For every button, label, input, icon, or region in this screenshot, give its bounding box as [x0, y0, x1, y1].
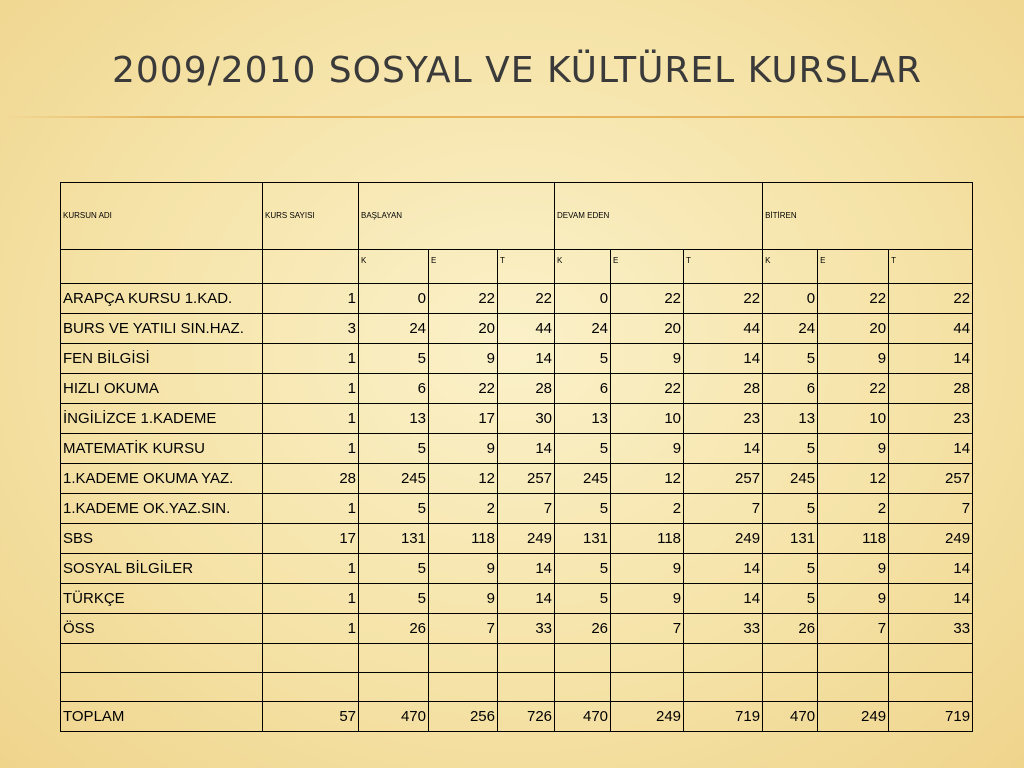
value-cell: 28	[684, 374, 763, 404]
value-cell: 1	[263, 374, 359, 404]
value-cell: 2	[611, 494, 684, 524]
value-cell: 14	[498, 584, 555, 614]
value-cell: 3	[263, 314, 359, 344]
header-course-name: KURSUN ADI	[61, 183, 263, 250]
value-cell: 5	[555, 584, 611, 614]
header-row	[61, 183, 973, 250]
value-cell	[429, 673, 498, 702]
course-name-cell	[61, 673, 263, 702]
subheader-cell: E	[611, 250, 684, 284]
value-cell: 726	[498, 702, 555, 732]
table-row	[61, 614, 973, 644]
value-cell: 26	[359, 614, 429, 644]
course-name-cell: İNGİLİZCE 1.KADEME	[61, 404, 263, 434]
value-cell: 22	[429, 374, 498, 404]
value-cell: 28	[263, 464, 359, 494]
course-name-cell: ARAPÇA KURSU 1.KAD.	[61, 284, 263, 314]
value-cell	[359, 644, 429, 673]
value-cell: 249	[684, 524, 763, 554]
course-name-cell: 1.KADEME OKUMA YAZ.	[61, 464, 263, 494]
value-cell: 7	[889, 494, 973, 524]
value-cell: 20	[429, 314, 498, 344]
subheader-cell: K	[763, 250, 818, 284]
value-cell: 9	[818, 434, 889, 464]
value-cell: 26	[763, 614, 818, 644]
value-cell: 24	[359, 314, 429, 344]
value-cell: 118	[429, 524, 498, 554]
value-cell: 5	[555, 494, 611, 524]
course-name-cell	[61, 644, 263, 673]
value-cell: 6	[359, 374, 429, 404]
value-cell: 1	[263, 554, 359, 584]
value-cell: 1	[263, 404, 359, 434]
value-cell: 5	[555, 434, 611, 464]
value-cell: 1	[263, 344, 359, 374]
value-cell: 249	[498, 524, 555, 554]
page-title: 2009/2010 SOSYAL VE KÜLTÜREL KURSLAR	[112, 50, 923, 91]
value-cell: 20	[818, 314, 889, 344]
table-row	[61, 524, 973, 554]
value-cell: 5	[763, 344, 818, 374]
empty-row	[61, 673, 973, 702]
value-cell: 7	[818, 614, 889, 644]
value-cell	[763, 673, 818, 702]
value-cell	[684, 673, 763, 702]
value-cell: 14	[684, 434, 763, 464]
value-cell: 2	[818, 494, 889, 524]
value-cell: 1	[263, 284, 359, 314]
table-row	[61, 584, 973, 614]
table-row	[61, 344, 973, 374]
value-cell: 17	[263, 524, 359, 554]
value-cell: 14	[889, 554, 973, 584]
value-cell: 5	[763, 584, 818, 614]
value-cell	[498, 673, 555, 702]
value-cell: 9	[818, 554, 889, 584]
value-cell: 0	[555, 284, 611, 314]
value-cell: 249	[889, 524, 973, 554]
value-cell: 24	[555, 314, 611, 344]
value-cell: 9	[611, 344, 684, 374]
value-cell: 719	[889, 702, 973, 732]
courses-table	[60, 182, 973, 732]
value-cell	[611, 673, 684, 702]
value-cell	[555, 644, 611, 673]
course-name-cell: 1.KADEME OK.YAZ.SIN.	[61, 494, 263, 524]
value-cell: 7	[429, 614, 498, 644]
value-cell: 118	[818, 524, 889, 554]
course-name-cell: SOSYAL BİLGİLER	[61, 554, 263, 584]
value-cell: 131	[763, 524, 818, 554]
subheader-cell: K	[359, 250, 429, 284]
value-cell: 20	[611, 314, 684, 344]
value-cell: 33	[684, 614, 763, 644]
value-cell	[818, 644, 889, 673]
value-cell	[498, 644, 555, 673]
value-cell: 9	[818, 344, 889, 374]
value-cell: 6	[555, 374, 611, 404]
value-cell	[263, 673, 359, 702]
value-cell: 5	[359, 584, 429, 614]
value-cell: 13	[763, 404, 818, 434]
value-cell: 28	[889, 374, 973, 404]
value-cell: 7	[684, 494, 763, 524]
value-cell: 1	[263, 494, 359, 524]
value-cell: 44	[498, 314, 555, 344]
value-cell	[611, 644, 684, 673]
value-cell: 9	[818, 584, 889, 614]
value-cell: 9	[429, 434, 498, 464]
value-cell: 257	[684, 464, 763, 494]
subheader-cell: T	[684, 250, 763, 284]
header-course-count: KURS SAYISI	[263, 183, 359, 250]
empty-row	[61, 644, 973, 673]
value-cell: 2	[429, 494, 498, 524]
value-cell	[889, 644, 973, 673]
header-ongoing: DEVAM EDEN	[555, 183, 763, 250]
value-cell: 249	[611, 702, 684, 732]
value-cell: 9	[429, 554, 498, 584]
value-cell: 23	[889, 404, 973, 434]
value-cell: 5	[763, 494, 818, 524]
value-cell: 257	[498, 464, 555, 494]
value-cell: 5	[359, 554, 429, 584]
value-cell: 0	[763, 284, 818, 314]
value-cell: 470	[555, 702, 611, 732]
course-name-cell: TÜRKÇE	[61, 584, 263, 614]
value-cell: 9	[611, 434, 684, 464]
value-cell: 5	[763, 434, 818, 464]
value-cell: 57	[263, 702, 359, 732]
value-cell: 1	[263, 584, 359, 614]
value-cell: 22	[429, 284, 498, 314]
value-cell: 22	[611, 284, 684, 314]
course-name-cell: BURS VE YATILI SIN.HAZ.	[61, 314, 263, 344]
value-cell: 13	[359, 404, 429, 434]
value-cell: 245	[555, 464, 611, 494]
subheader-cell: T	[889, 250, 973, 284]
value-cell: 5	[555, 344, 611, 374]
value-cell: 5	[359, 434, 429, 464]
value-cell: 10	[611, 404, 684, 434]
value-cell: 44	[889, 314, 973, 344]
value-cell	[555, 673, 611, 702]
subheader-row	[61, 250, 973, 284]
table-row	[61, 284, 973, 314]
value-cell: 17	[429, 404, 498, 434]
table-row	[61, 554, 973, 584]
value-cell: 470	[763, 702, 818, 732]
value-cell: 14	[889, 344, 973, 374]
value-cell: 245	[763, 464, 818, 494]
value-cell: 9	[611, 554, 684, 584]
value-cell: 118	[611, 524, 684, 554]
value-cell	[818, 673, 889, 702]
value-cell: 22	[818, 374, 889, 404]
value-cell: 6	[763, 374, 818, 404]
value-cell: 9	[429, 584, 498, 614]
value-cell: 256	[429, 702, 498, 732]
value-cell: 5	[359, 494, 429, 524]
subheader-cell: E	[429, 250, 498, 284]
table-row	[61, 464, 973, 494]
subheader-empty-cell	[263, 250, 359, 284]
value-cell: 24	[763, 314, 818, 344]
value-cell: 26	[555, 614, 611, 644]
value-cell: 14	[684, 554, 763, 584]
value-cell: 131	[359, 524, 429, 554]
value-cell: 7	[498, 494, 555, 524]
value-cell: 257	[889, 464, 973, 494]
course-name-cell: FEN BİLGİSİ	[61, 344, 263, 374]
value-cell: 33	[889, 614, 973, 644]
table-row	[61, 374, 973, 404]
value-cell: 14	[498, 554, 555, 584]
value-cell	[429, 644, 498, 673]
value-cell: 28	[498, 374, 555, 404]
value-cell: 44	[684, 314, 763, 344]
value-cell: 1	[263, 614, 359, 644]
title-divider	[0, 116, 1024, 118]
value-cell: 22	[611, 374, 684, 404]
value-cell: 22	[498, 284, 555, 314]
value-cell: 249	[818, 702, 889, 732]
total-row	[61, 702, 973, 732]
header-started: BAŞLAYAN	[359, 183, 555, 250]
subheader-empty-cell	[61, 250, 263, 284]
value-cell: 131	[555, 524, 611, 554]
value-cell: 14	[498, 434, 555, 464]
value-cell	[263, 644, 359, 673]
value-cell: 719	[684, 702, 763, 732]
value-cell: 9	[611, 584, 684, 614]
value-cell: 14	[684, 344, 763, 374]
course-name-cell: ÖSS	[61, 614, 263, 644]
value-cell: 22	[818, 284, 889, 314]
value-cell: 14	[684, 584, 763, 614]
value-cell: 245	[359, 464, 429, 494]
value-cell: 12	[611, 464, 684, 494]
value-cell: 12	[429, 464, 498, 494]
value-cell	[889, 673, 973, 702]
value-cell: 23	[684, 404, 763, 434]
value-cell: 1	[263, 434, 359, 464]
table-row	[61, 314, 973, 344]
course-name-cell: MATEMATİK KURSU	[61, 434, 263, 464]
value-cell	[359, 673, 429, 702]
value-cell: 5	[763, 554, 818, 584]
subheader-cell: K	[555, 250, 611, 284]
value-cell: 0	[359, 284, 429, 314]
value-cell: 5	[359, 344, 429, 374]
table-row	[61, 434, 973, 464]
value-cell: 22	[889, 284, 973, 314]
value-cell: 14	[889, 434, 973, 464]
value-cell: 33	[498, 614, 555, 644]
value-cell: 14	[498, 344, 555, 374]
course-name-cell: HIZLI OKUMA	[61, 374, 263, 404]
value-cell	[684, 644, 763, 673]
course-name-cell: TOPLAM	[61, 702, 263, 732]
subheader-cell: T	[498, 250, 555, 284]
value-cell: 9	[429, 344, 498, 374]
subheader-cell: E	[818, 250, 889, 284]
value-cell: 7	[611, 614, 684, 644]
value-cell	[763, 644, 818, 673]
value-cell: 22	[684, 284, 763, 314]
value-cell: 14	[889, 584, 973, 614]
value-cell: 12	[818, 464, 889, 494]
table-row	[61, 404, 973, 434]
value-cell: 470	[359, 702, 429, 732]
value-cell: 10	[818, 404, 889, 434]
value-cell: 5	[555, 554, 611, 584]
header-finished: BİTİREN	[763, 183, 973, 250]
value-cell: 13	[555, 404, 611, 434]
table-row	[61, 494, 973, 524]
value-cell: 30	[498, 404, 555, 434]
course-name-cell: SBS	[61, 524, 263, 554]
